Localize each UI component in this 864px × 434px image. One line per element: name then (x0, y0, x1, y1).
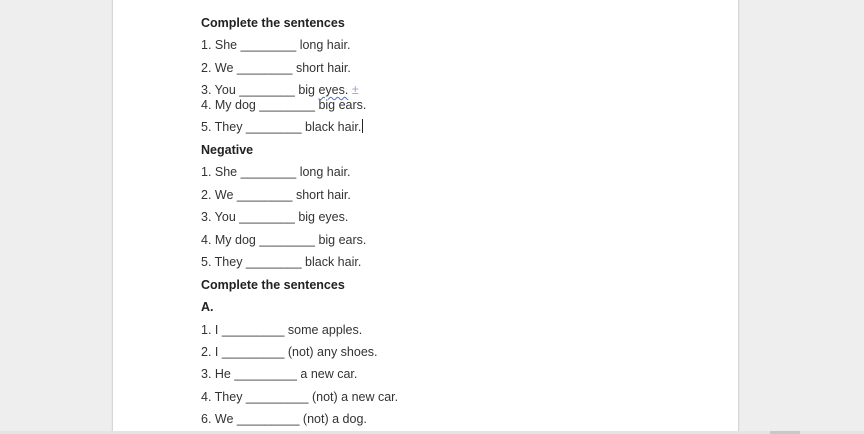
sentence-line: 2. I _________ (not) any shoes. (201, 345, 378, 359)
sentence-line: 1. I _________ some apples. (201, 323, 363, 337)
sentence-line (201, 82, 359, 98)
sentence-line: 6. We _________ (not) a dog. (201, 412, 367, 426)
section-subheading: A. (201, 300, 214, 314)
sentence-text: 3. You ________ big (201, 83, 319, 97)
document-page[interactable] (112, 0, 739, 432)
sentence-line: 5. They ________ black hair. (201, 255, 362, 269)
sentence-line: 1. She ________ long hair. (201, 38, 351, 52)
sentence-line: 4. They _________ (not) a new car. (201, 390, 399, 404)
sentence-line (201, 119, 363, 135)
sentence-line: 3. You ________ big eyes. (201, 210, 349, 224)
section-heading: Negative (201, 143, 254, 157)
sentence-line: 2. We ________ short hair. (201, 61, 351, 75)
text-cursor (362, 119, 363, 133)
sentence-line: 4. My dog ________ big ears. (201, 233, 367, 247)
sentence-line: 3. He _________ a new car. (201, 367, 358, 381)
section-heading: Complete the sentences (201, 16, 345, 30)
section-heading: Complete the sentences (201, 278, 345, 292)
sentence-line: 1. She ________ long hair. (201, 165, 351, 179)
sentence-text: 5. They ________ black hair. (201, 120, 362, 134)
sentence-line: 4. My dog ________ big ears. (201, 98, 367, 112)
vertical-scrollbar[interactable] (852, 0, 864, 434)
sentence-line: 2. We ________ short hair. (201, 188, 351, 202)
spell-marker: ± (348, 83, 359, 97)
misspelled-word[interactable]: eyes. (318, 83, 349, 97)
